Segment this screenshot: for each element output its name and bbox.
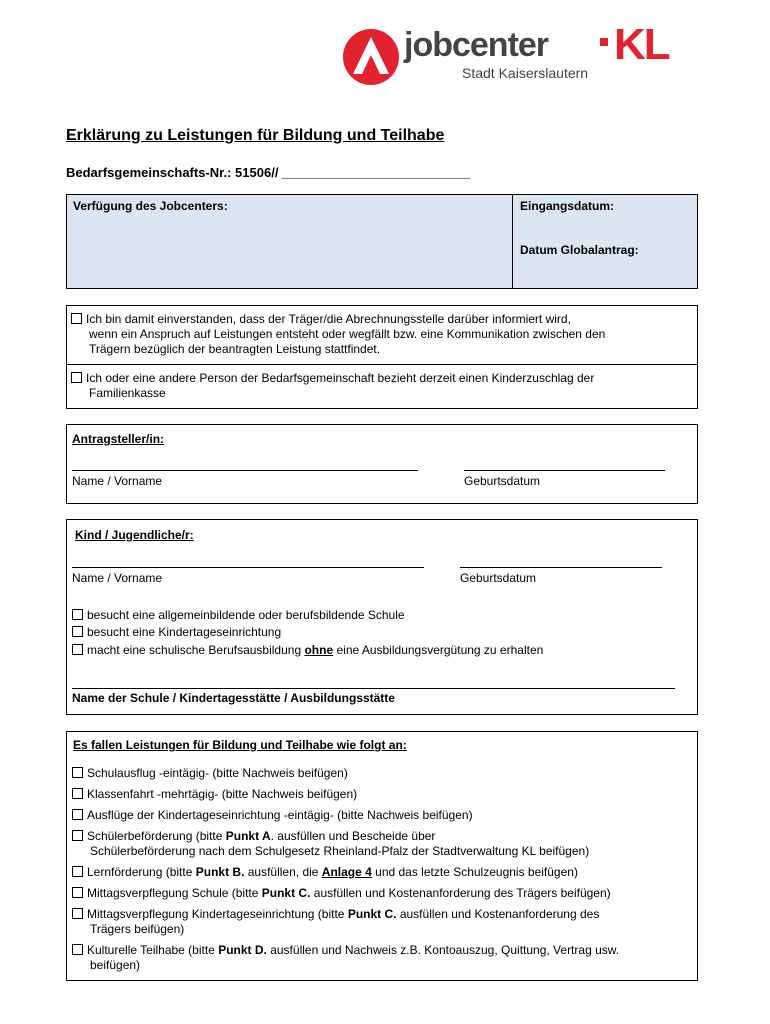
- kinderzuschlag-text-2: Familienkasse: [89, 386, 166, 400]
- mittag-schule-text-c: ausfüllen und Kostenanforderung des Trägers beifügen): [310, 886, 611, 900]
- consent-text-1: Ich bin damit einverstanden, dass der Träger/die Abrechnungsstelle darüber informiert wird,: [86, 312, 571, 326]
- antragsteller-birth-line[interactable]: [464, 470, 665, 471]
- antragsteller-name-label: Name / Vorname: [72, 474, 163, 488]
- kind-kita-checkbox[interactable]: [72, 626, 83, 637]
- lernfoerderung-punkt: Punkt B.: [195, 865, 245, 879]
- brand-name: jobcenter: [404, 26, 549, 64]
- leistungen-heading: Es fallen Leistungen für Bildung und Teilhabe wie folgt an:: [73, 738, 407, 752]
- kulturelle-teilhabe-text-c: ausfüllen und Nachweis z.B. Kontoauszug, Quittung, Vertrag usw.: [266, 943, 620, 957]
- lernfoerderung-anlage: Anlage 4: [321, 865, 372, 879]
- kind-ausbildung-checkbox[interactable]: [72, 644, 83, 655]
- consent-checkbox-item: [71, 312, 691, 357]
- kind-schule-text: besucht eine allgemeinbildende oder berufsbildende Schule: [87, 608, 405, 622]
- mittag-kita-punkt: Punkt C.: [347, 907, 397, 921]
- mittag-schule-punkt: Punkt C.: [261, 886, 311, 900]
- mittag-kita-text-c: ausfüllen und Kostenanforderung des: [396, 907, 600, 921]
- schuelerbefoerderung-punkt: Punkt A: [225, 829, 271, 843]
- mittag-kita-text-d: Trägers beifügen): [90, 922, 185, 936]
- bedarfsgemeinschaft-number: Bedarfsgemeinschafts-Nr.: 51506// __________________________: [66, 165, 471, 180]
- eingangsdatum-label: Eingangsdatum:: [520, 199, 615, 213]
- jobcenter-logo: [342, 20, 702, 86]
- kind-schule-checkbox[interactable]: [72, 609, 83, 620]
- kind-ausbildung-text-c: eine Ausbildungsvergütung zu erhalten: [333, 643, 544, 657]
- kind-option-ausbildung: [72, 643, 543, 658]
- kind-birth-label: Geburtsdatum: [460, 571, 537, 585]
- kinderzuschlag-text-1: Ich oder eine andere Person der Bedarfsgemeinschaft bezieht derzeit einen Kinderzuschlag der: [86, 371, 595, 385]
- brand-subtitle: Stadt Kaiserslautern: [462, 65, 589, 81]
- leistung-schulausflug: [72, 766, 348, 781]
- verfuegung-label: Verfügung des Jobcenters:: [73, 199, 228, 213]
- schuelerbefoerderung-text-a: Schülerbeförderung (bitte: [87, 829, 226, 843]
- antragsteller-birth-label: Geburtsdatum: [464, 474, 541, 488]
- school-name-line[interactable]: [72, 688, 675, 689]
- kind-ausbildung-text-a: macht eine schulische Berufsausbildung: [87, 643, 305, 657]
- kulturelle-teilhabe-text-d: beifügen): [90, 958, 141, 972]
- brand-separator: [600, 38, 608, 46]
- kulturelle-teilhabe-checkbox[interactable]: [72, 944, 83, 955]
- city-mark: KL: [614, 20, 669, 69]
- leistung-mittag-kita: [72, 907, 692, 937]
- lernfoerderung-text-e: und das letzte Schulzeugnis beifügen): [371, 865, 578, 879]
- lernfoerderung-text-c: ausfüllen, die: [244, 865, 322, 879]
- kinderzuschlag-checkbox-item: [71, 371, 691, 401]
- schulausflug-checkbox[interactable]: [72, 767, 83, 778]
- leistung-schuelerbefoerderung: [72, 829, 692, 859]
- kind-birth-line[interactable]: [460, 567, 662, 568]
- kind-name-label: Name / Vorname: [72, 571, 163, 585]
- kind-ausbildung-text-ohne: ohne: [304, 643, 334, 657]
- globalantrag-label: Datum Globalantrag:: [520, 243, 639, 257]
- kind-name-line[interactable]: [72, 567, 424, 568]
- lernfoerderung-text-a: Lernförderung (bitte: [87, 865, 196, 879]
- leistung-kita-ausflug: [72, 808, 473, 823]
- leistung-mittag-schule: [72, 886, 611, 901]
- consent-checkbox[interactable]: [71, 313, 82, 324]
- schuelerbefoerderung-text-d: Schülerbeförderung nach dem Schulgesetz Rheinland-Pfalz der Stadtverwaltung KL beifügen): [90, 844, 590, 858]
- kulturelle-teilhabe-punkt: Punkt D.: [218, 943, 267, 957]
- leistung-klassenfahrt: [72, 787, 357, 802]
- consent-text-2: wenn ein Anspruch auf Leistungen entsteht oder wegfällt bzw. eine Kommunikation zwischen den: [89, 327, 606, 341]
- kind-kita-text: besucht eine Kindertageseinrichtung: [87, 625, 282, 639]
- page-title: Erklärung zu Leistungen für Bildung und Teilhabe: [66, 127, 445, 144]
- leistung-kulturelle-teilhabe: [72, 943, 692, 973]
- kind-option-kita: [72, 625, 281, 640]
- antragsteller-heading: Antragsteller/in:: [72, 432, 165, 446]
- klassenfahrt-checkbox[interactable]: [72, 788, 83, 799]
- antragsteller-name-line[interactable]: [72, 470, 418, 471]
- kinderzuschlag-checkbox[interactable]: [71, 372, 82, 383]
- schuelerbefoerderung-text-c: . ausfüllen und Bescheide über: [270, 829, 436, 843]
- jobcenter-emblem-icon: [342, 28, 400, 86]
- kind-option-schule: [72, 608, 405, 623]
- school-name-label: Name der Schule / Kindertagesstätte / Ausbildungsstätte: [72, 691, 395, 705]
- mittag-kita-text-a: Mittagsverpflegung Kindertageseinrichtung (bitte: [87, 907, 348, 921]
- klassenfahrt-text: Klassenfahrt -mehrtägig- (bitte Nachweis beifügen): [87, 787, 358, 801]
- schulausflug-text: Schulausflug -eintägig- (bitte Nachweis beifügen): [87, 766, 348, 780]
- mittag-schule-text-a: Mittagsverpflegung Schule (bitte: [87, 886, 262, 900]
- kita-ausflug-checkbox[interactable]: [72, 809, 83, 820]
- kind-heading: Kind / Jugendliche/r:: [75, 528, 194, 542]
- schuelerbefoerderung-checkbox[interactable]: [72, 830, 83, 841]
- kulturelle-teilhabe-text-a: Kulturelle Teilhabe (bitte: [87, 943, 219, 957]
- leistung-lernfoerderung: [72, 865, 578, 880]
- consent-text-3: Trägern bezüglich der beantragten Leistung stattfindet.: [89, 342, 381, 356]
- kita-ausflug-text: Ausflüge der Kindertageseinrichtung -eintägig- (bitte Nachweis beifügen): [87, 808, 473, 822]
- mittag-kita-checkbox[interactable]: [72, 908, 83, 919]
- lernfoerderung-checkbox[interactable]: [72, 866, 83, 877]
- mittag-schule-checkbox[interactable]: [72, 887, 83, 898]
- consent-divider: [66, 364, 698, 365]
- verfuegung-divider: [512, 194, 513, 289]
